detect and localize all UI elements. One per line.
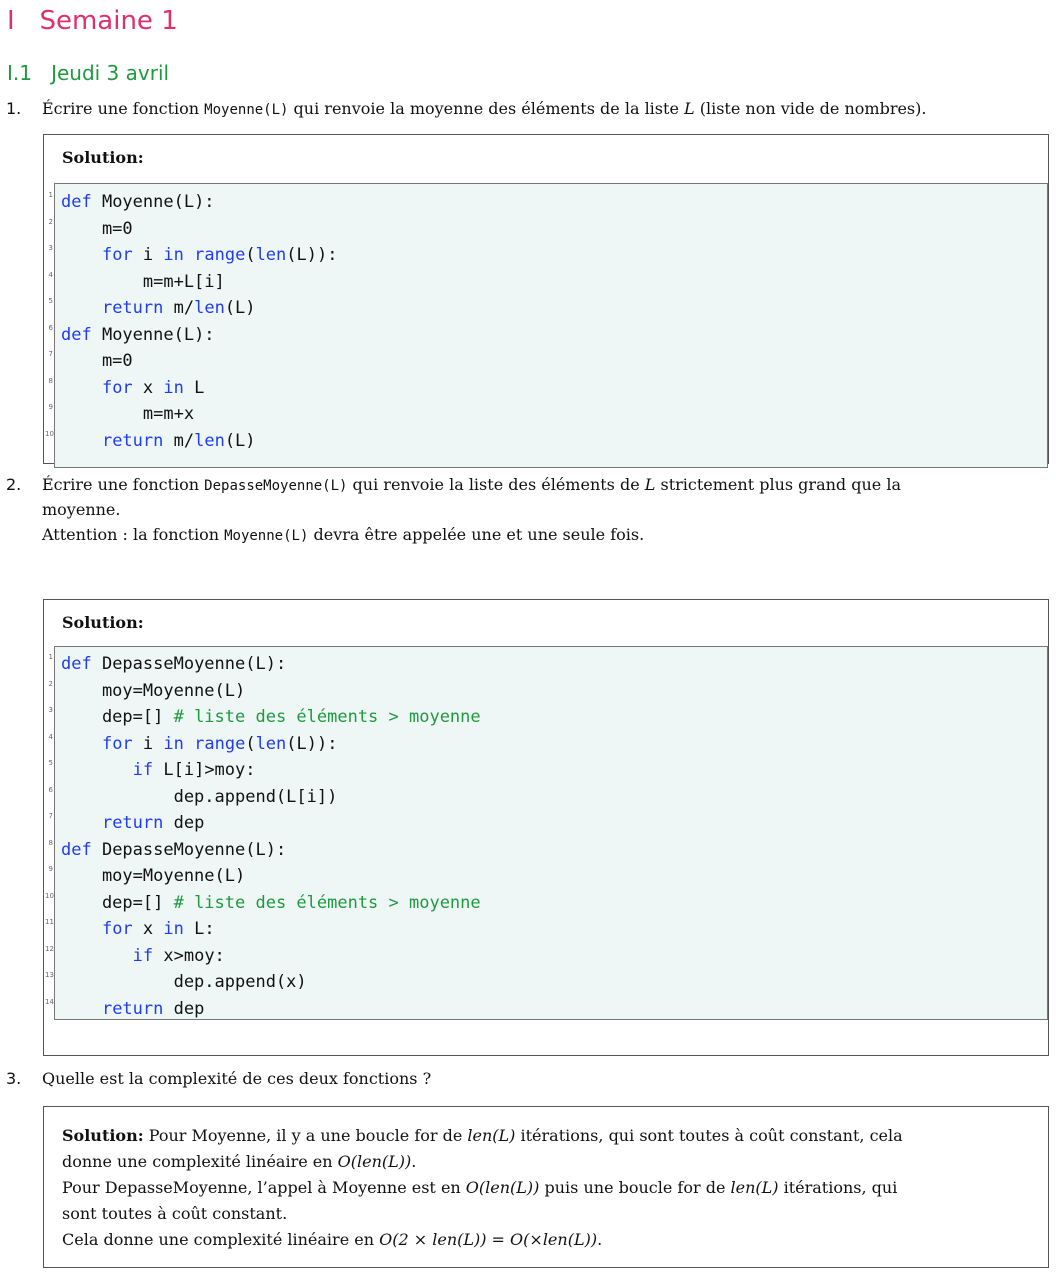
code-line	[48, 242, 1047, 269]
question-text: Attention : la fonction	[42, 525, 225, 544]
line-number: 10	[45, 891, 54, 900]
line-number: 6	[48, 785, 53, 794]
solution-text: Pour Moyenne, il y a une boucle for de	[143, 1126, 468, 1145]
line-number: 7	[48, 350, 53, 358]
code-line	[45, 996, 1047, 1023]
code-text: return m/len(L)	[101, 298, 256, 318]
code-text: m=0	[61, 351, 133, 371]
code-text: for i in range(len(L)):	[101, 733, 338, 754]
line-number: 10	[45, 429, 54, 438]
inline-code: Moyenne(L)	[204, 102, 289, 118]
solution-paragraph-2	[62, 1175, 1032, 1227]
question-2	[6, 475, 901, 494]
code-line	[48, 269, 1047, 296]
question-text: Quelle est la complexité de ces deux fonctions ?	[42, 1069, 432, 1088]
math-expr: O(len(L))	[337, 1152, 412, 1171]
solution-text: Pour DepasseMoyenne, l’appel à Moyenne est en	[62, 1178, 466, 1197]
code-text: dep=[] # liste des éléments > moyenne	[61, 707, 481, 727]
solution-text: donne une complexité linéaire en	[62, 1152, 338, 1171]
math-var: L	[684, 99, 695, 118]
code-text: for x in L:	[101, 919, 215, 939]
line-number: 5	[48, 759, 53, 767]
question-text: Écrire une fonction	[42, 99, 205, 118]
line-number: 8	[48, 376, 53, 385]
code-line	[48, 863, 1047, 890]
code-text: if x>moy:	[132, 945, 225, 966]
question-3	[6, 1069, 431, 1088]
code-line	[48, 704, 1047, 731]
subsection-title: Jeudi 3 avril	[51, 61, 170, 85]
line-number: 2	[48, 679, 53, 688]
code-line	[48, 651, 1047, 678]
code-line	[45, 428, 1047, 455]
code-text: def DepasseMoyenne(L):	[61, 654, 287, 674]
solution-paragraph-1	[62, 1123, 1032, 1175]
code-text: dep.append(x)	[61, 972, 307, 992]
question-text: Écrire une fonction	[42, 475, 205, 494]
code-text: dep.append(L[i])	[61, 786, 338, 807]
section-title: Semaine 1	[39, 6, 178, 36]
code-text: return dep	[101, 998, 205, 1019]
solution-label: Solution:	[62, 148, 144, 167]
question-2-line2: moyenne.	[42, 500, 121, 519]
code-text: moy=Moyenne(L)	[61, 680, 246, 701]
question-2-attention	[42, 525, 644, 544]
line-number: 4	[48, 732, 53, 741]
line-number: 11	[45, 918, 54, 926]
code-line	[48, 678, 1047, 705]
code-line	[48, 322, 1047, 349]
line-number: 7	[48, 812, 53, 820]
subsection-heading	[7, 61, 169, 85]
question-text: (liste non vide de nombres).	[694, 99, 927, 118]
punct: .	[411, 1152, 417, 1171]
line-number: 9	[48, 865, 53, 873]
question-number: 3.	[6, 1069, 22, 1088]
solution-text: Cela donne une complexité linéaire en	[62, 1230, 380, 1249]
line-number: 12	[45, 944, 54, 953]
code-block-1	[45, 183, 1048, 468]
line-number: 14	[45, 997, 54, 1006]
code-line	[48, 810, 1047, 837]
inline-code: Moyenne(L)	[224, 528, 309, 544]
inline-code: DepasseMoyenne(L)	[204, 478, 348, 494]
code-line	[48, 216, 1047, 243]
line-number: 3	[48, 244, 53, 252]
section-number: I	[7, 6, 15, 36]
section-heading	[7, 6, 178, 36]
solution-text: itérations, qui sont toutes à coût constant, cela	[515, 1126, 903, 1145]
question-text: devra être appelée une et une seule fois.	[308, 525, 645, 544]
code-text: for x in L	[101, 377, 205, 398]
code-line	[45, 916, 1047, 943]
code-text: return dep	[101, 813, 205, 833]
code-line	[48, 295, 1047, 322]
code-line	[45, 943, 1047, 970]
code-text: return m/len(L)	[101, 430, 256, 451]
math-expr: O(2 × len(L)) = O(×len(L))	[379, 1230, 598, 1249]
code-text: m=m+x	[61, 404, 195, 424]
code-text: def DepasseMoyenne(L):	[61, 839, 287, 860]
subsection-number: I.1	[7, 61, 32, 85]
code-line	[48, 189, 1047, 216]
solution-label: Solution:	[62, 1126, 144, 1145]
line-number: 5	[48, 297, 53, 305]
code-line	[48, 837, 1047, 864]
solution-box-1	[43, 134, 1049, 464]
math-var: L	[644, 475, 656, 494]
code-line	[48, 375, 1047, 402]
code-line	[48, 401, 1047, 428]
punct: .	[597, 1230, 603, 1249]
line-number: 2	[48, 217, 53, 226]
code-line	[45, 890, 1047, 917]
code-line	[48, 731, 1047, 758]
solution-label: Solution:	[62, 613, 144, 632]
code-text: moy=Moyenne(L)	[61, 866, 246, 886]
line-number: 1	[48, 191, 53, 199]
line-number: 1	[48, 653, 53, 661]
math-expr: len(L)	[467, 1126, 516, 1145]
math-expr: len(L)	[730, 1178, 779, 1197]
code-text: def Moyenne(L):	[61, 192, 215, 212]
solution-paragraph-3	[62, 1227, 1032, 1253]
math-expr: O(len(L))	[465, 1178, 540, 1197]
line-number: 6	[48, 323, 53, 332]
question-text: qui renvoie la liste des éléments de	[347, 475, 645, 494]
question-text: strictement plus grand que la	[655, 475, 901, 494]
question-text: qui renvoie la moyenne des éléments de la liste	[288, 99, 684, 118]
question-number: 1.	[6, 99, 22, 118]
line-number: 3	[48, 706, 53, 714]
question-1	[6, 99, 926, 118]
code-line	[48, 757, 1047, 784]
code-text: m=0	[61, 218, 133, 239]
code-line	[48, 348, 1047, 375]
solution-text: puis une boucle for de	[539, 1178, 731, 1197]
code-line	[48, 784, 1047, 811]
line-number: 8	[48, 838, 53, 847]
code-text: dep=[] # liste des éléments > moyenne	[61, 892, 481, 913]
solution-box-3	[43, 1106, 1049, 1268]
code-text: for i in range(len(L)):	[101, 245, 338, 265]
code-block-2	[45, 646, 1048, 1020]
code-text: if L[i]>moy:	[132, 760, 256, 780]
code-line	[45, 969, 1047, 996]
code-text: m=m+L[i]	[61, 271, 225, 292]
line-number: 9	[48, 403, 53, 411]
solution-box-2	[43, 599, 1049, 1056]
line-number: 4	[48, 270, 53, 279]
line-number: 13	[45, 971, 54, 979]
code-text: def Moyenne(L):	[61, 324, 215, 345]
solution-text: sont toutes à coût constant.	[62, 1204, 288, 1223]
solution-text: itérations, qui	[778, 1178, 898, 1197]
question-number: 2.	[6, 475, 22, 494]
